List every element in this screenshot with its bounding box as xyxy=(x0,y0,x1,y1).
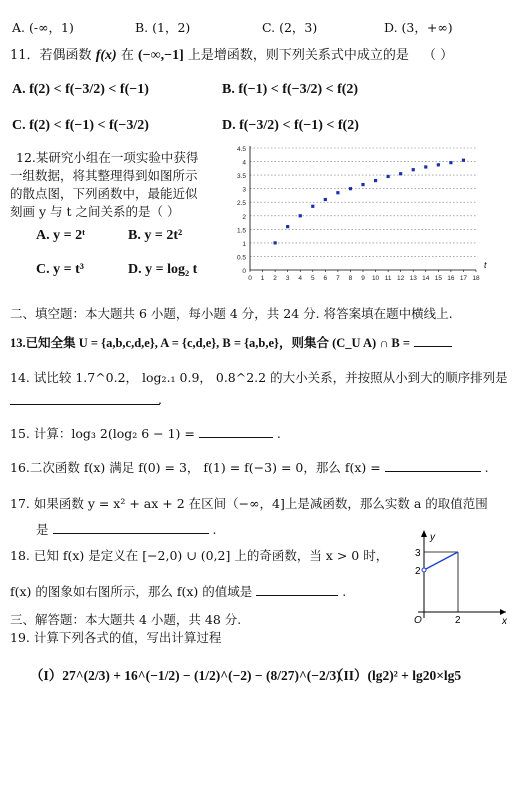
q19-part-1: （I）27^(2/3) + 16^(−1/2) − (1/2)^(−2) − (8/27)^(−2/3) xyxy=(30,668,341,683)
scatter-point xyxy=(374,179,377,182)
origin-label: O xyxy=(414,615,422,624)
y-tick-3: 3 xyxy=(415,548,421,559)
function-segment xyxy=(424,552,458,570)
q11-option-d: D. f(−3/2) < f(−1) < f(2) xyxy=(222,118,359,133)
scatter-point xyxy=(349,187,352,190)
x-tick-label: 13 xyxy=(409,275,417,282)
x-tick-label: 16 xyxy=(447,275,455,282)
y-axis-label: y xyxy=(430,532,435,543)
x-axis-label: x xyxy=(502,616,507,624)
q10-option-c: C. (2，3) xyxy=(262,20,318,35)
scatter-point xyxy=(449,161,452,164)
y-tick-label: 3 xyxy=(242,186,246,194)
scatter-chart xyxy=(228,140,496,292)
x-tick-label: 4 xyxy=(298,275,303,282)
q12-option-b: B. y = 2t² xyxy=(128,228,183,243)
scatter-point xyxy=(399,172,402,175)
x-axis-label: t xyxy=(484,260,487,270)
q12-line-3: 的散点图，下列函数中，最能近似 xyxy=(10,186,198,201)
x-tick-label: 7 xyxy=(336,275,340,282)
y-tick-label: 0.5 xyxy=(236,254,246,262)
q18-answer-blank[interactable] xyxy=(256,583,338,596)
x-tick-label: 11 xyxy=(384,275,392,282)
q16-answer-blank[interactable] xyxy=(385,459,481,472)
x-tick-label: 3 xyxy=(285,275,290,282)
q17-line-1: 17. 如果函数 y = x² + ax + 2 在区间（−∞，4]上是减函数，那么实数 a 的取值范围 xyxy=(10,496,488,511)
open-endpoint xyxy=(422,568,426,572)
q11-stem: 11．若偶函数 f(x) 在 (−∞,−1] 上是增函数，则下列关系式中成立的是 （ ） xyxy=(10,48,454,63)
q10-option-d: D. (3，+∞) xyxy=(384,20,453,35)
x-tick-label: 8 xyxy=(348,275,353,282)
scatter-point xyxy=(286,225,289,228)
x-tick-label: 6 xyxy=(323,275,328,282)
x-tick-label: 10 xyxy=(371,275,380,282)
q12-option-d: D. y = log₂ t xyxy=(128,262,198,277)
section-2-heading: 二、填空题：本大题共 6 小题，每小题 4 分，共 24 分. 将答案填在题中横线上. xyxy=(10,306,453,321)
scatter-point xyxy=(336,191,339,194)
y-tick-label: 4.5 xyxy=(236,146,246,153)
section-3-heading: 三、解答题：本大题共 4 小题，共 48 分. xyxy=(10,612,242,627)
q13-answer-blank[interactable] xyxy=(414,334,452,347)
x-tick-label: 18 xyxy=(472,275,480,282)
x-tick-label: 5 xyxy=(310,275,315,282)
q19-title: 19. 计算下列各式的值，写出计算过程 xyxy=(10,630,222,645)
y-tick-label: 4 xyxy=(242,159,246,167)
x-tick-2: 2 xyxy=(455,615,461,624)
q10-option-a: A. (-∞，1) xyxy=(12,20,74,35)
y-tick-label: 0 xyxy=(242,268,246,275)
q17-answer-blank[interactable] xyxy=(53,521,209,534)
q18-line-2: f(x) 的图象如右图所示，那么 f(x) 的值域是 . xyxy=(10,584,347,599)
scatter-point xyxy=(299,214,302,217)
y-tick-2: 2 xyxy=(415,566,421,577)
scatter-point xyxy=(274,241,277,244)
q14-period: . xyxy=(158,392,162,407)
q12-line-1: 12.某研究小组在一项实验中获得 xyxy=(16,150,199,165)
scatter-point xyxy=(311,205,314,208)
q12-line-2: 一组数据，将其整理得到如图所示 xyxy=(10,168,198,183)
scatter-point xyxy=(387,175,390,178)
y-axis-arrow-icon xyxy=(421,530,427,537)
x-tick-label: 2 xyxy=(273,275,277,282)
q16-stem: 16.二次函数 f(x) 满足 f(0) = 3， f(1) = f(−3) = 0，那么 f(x) = . xyxy=(10,460,489,475)
x-tick-label: 14 xyxy=(422,275,430,282)
q15-stem: 15. 计算：log₃ 2(log₂ 6 − 1) = . xyxy=(10,426,281,441)
q10-option-b: B. (1，2) xyxy=(135,20,191,35)
x-axis-arrow-icon xyxy=(500,609,506,615)
y-tick-label: 1 xyxy=(242,240,246,248)
x-tick-label: 1 xyxy=(260,275,265,282)
q12-option-a: A. y = 2ᵗ xyxy=(36,228,86,243)
q17-line-2: 是 . xyxy=(36,522,217,537)
q18-line-1: 18. 已知 f(x) 是定义在 [−2,0) ∪ (0,2] 上的奇函数，当 x > 0 时， xyxy=(10,548,389,563)
y-tick-label: 2 xyxy=(242,213,246,221)
q12-line-4: 刻画 y 与 t 之间关系的是（ ） xyxy=(10,204,180,219)
scatter-point xyxy=(424,165,427,168)
q11-option-b: B. f(−1) < f(−3/2) < f(2) xyxy=(222,82,359,97)
y-tick-label: 3.5 xyxy=(236,173,246,181)
q15-answer-blank[interactable] xyxy=(199,425,273,438)
x-tick-label: 15 xyxy=(434,275,442,282)
q12-option-c: C. y = t³ xyxy=(36,262,84,277)
x-tick-label: 12 xyxy=(397,275,405,282)
x-tick-label: 0 xyxy=(248,275,252,282)
q11-option-a: A. f(2) < f(−3/2) < f(−1) xyxy=(12,82,149,97)
scatter-point xyxy=(462,159,465,162)
scatter-point xyxy=(324,198,327,201)
y-tick-label: 1.5 xyxy=(236,227,246,235)
q14-answer-blank[interactable] xyxy=(10,392,160,405)
scatter-point xyxy=(437,163,440,166)
scatter-point xyxy=(412,168,415,171)
x-tick-label: 17 xyxy=(459,275,468,282)
q18-function-graph xyxy=(404,528,510,624)
q19-part-2: （II）(lg2)² + lg20×lg5 xyxy=(330,668,462,683)
q13-stem: 13.已知全集 U = {a,b,c,d,e}, A = {c,d,e}, B = {a,b,e}，则集合 (C_U A) ∩ B = xyxy=(10,333,452,351)
q11-option-c: C. f(2) < f(−1) < f(−3/2) xyxy=(12,118,149,133)
x-tick-label: 9 xyxy=(361,275,365,282)
y-tick-label: 2.5 xyxy=(236,200,246,208)
scatter-point xyxy=(361,183,364,186)
q14-stem: 14. 试比较 1.7^0.2， log₂.₁ 0.9， 0.8^2.2 的大小关系，并按照从小到大的顺序排列是 xyxy=(10,370,508,385)
